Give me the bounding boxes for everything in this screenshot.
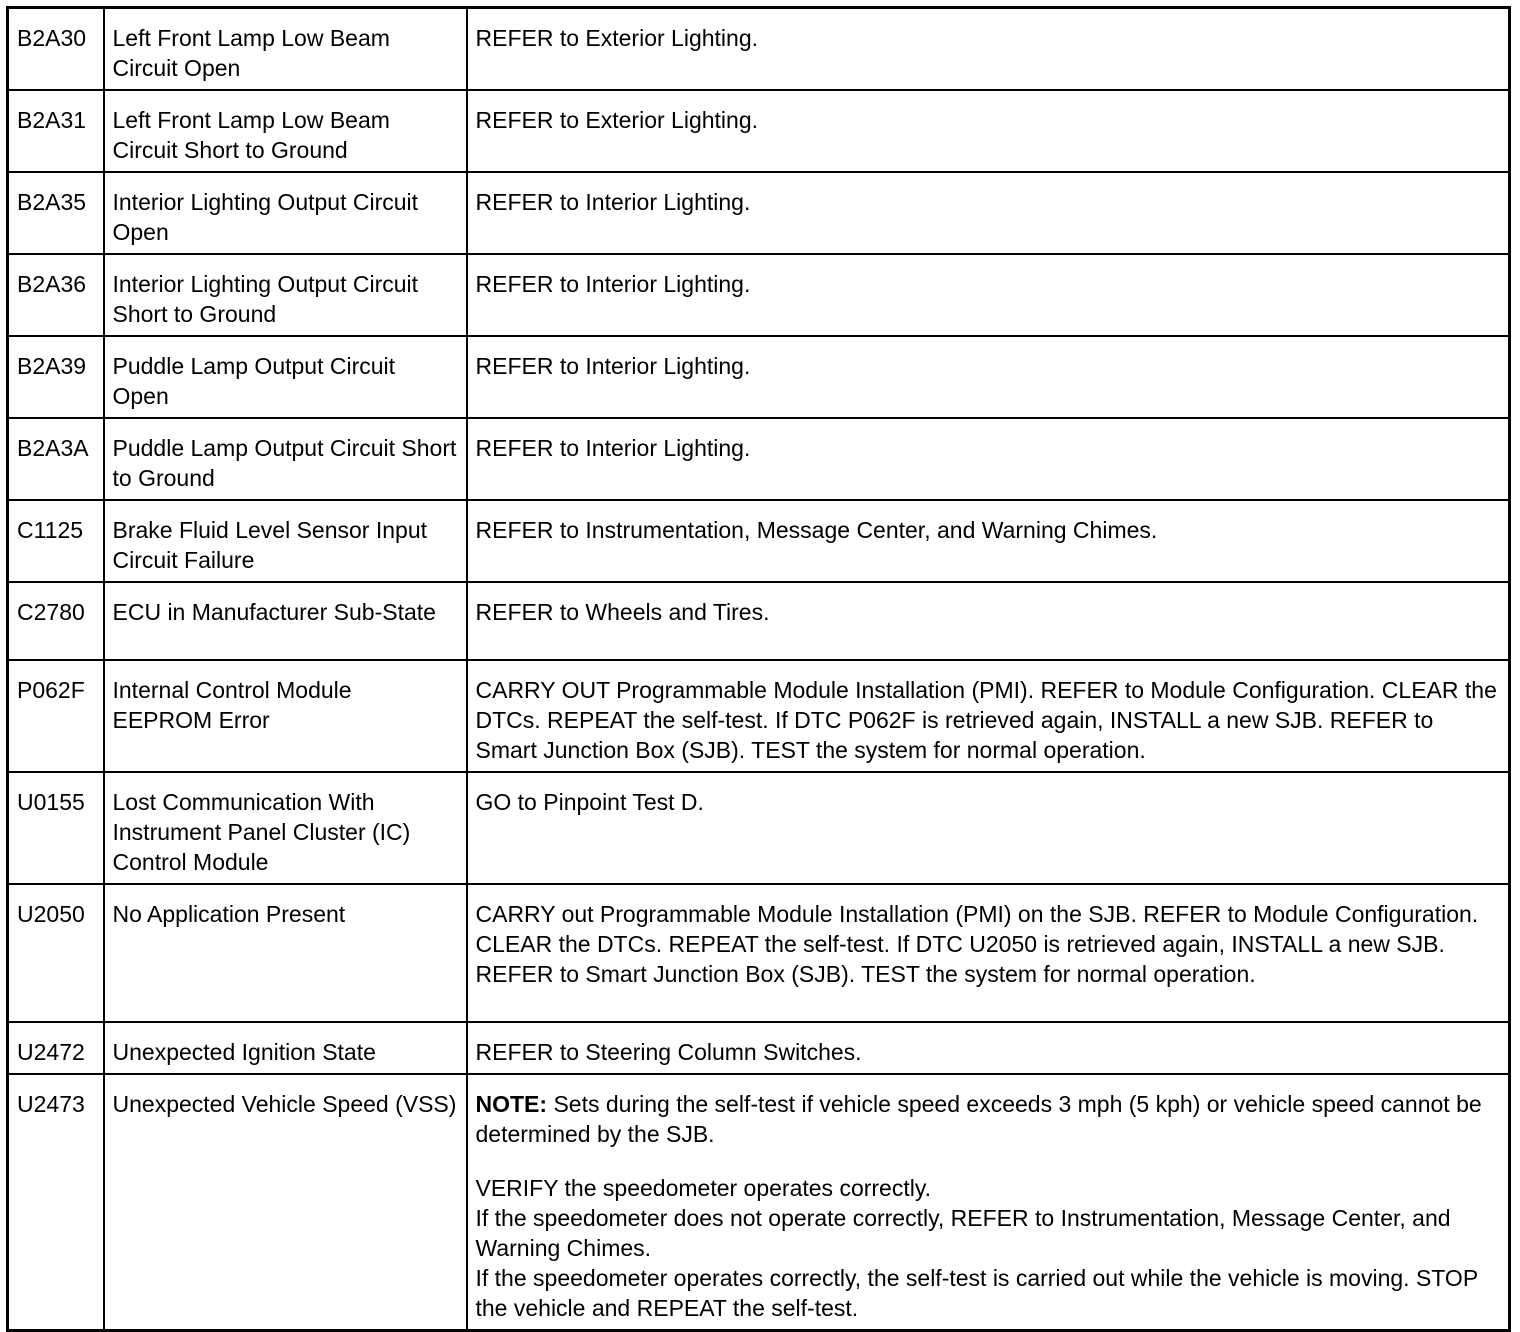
dtc-description: Left Front Lamp Low Beam Circuit Short to Ground [104, 90, 467, 172]
table-row [8, 8, 1510, 91]
dtc-description: Interior Lighting Output Circuit Open [104, 172, 467, 254]
dtc-description: ECU in Manufacturer Sub-State [104, 582, 467, 660]
dtc-action: REFER to Wheels and Tires. [467, 582, 1510, 660]
table-row [8, 254, 1510, 336]
dtc-description: Puddle Lamp Output Circuit Short to Ground [104, 418, 467, 500]
dtc-code: B2A35 [8, 172, 104, 254]
note-text: Sets during the self-test if vehicle speed exceeds 3 mph (5 kph) or vehicle speed cannot be determined by the SJB. [475, 1091, 1482, 1147]
dtc-action: REFER to Instrumentation, Message Center, and Warning Chimes. [467, 500, 1510, 582]
dtc-description: Left Front Lamp Low Beam Circuit Open [104, 8, 467, 91]
dtc-code: C2780 [8, 582, 104, 660]
dtc-action: GO to Pinpoint Test D. [467, 772, 1510, 884]
dtc-code: U2472 [8, 1022, 104, 1074]
dtc-action: REFER to Exterior Lighting. [467, 8, 1510, 91]
paragraph-gap [476, 1149, 1501, 1173]
dtc-code: B2A39 [8, 336, 104, 418]
dtc-description: No Application Present [104, 884, 467, 1022]
dtc-description: Brake Fluid Level Sensor Input Circuit Failure [104, 500, 467, 582]
dtc-action: REFER to Interior Lighting. [467, 418, 1510, 500]
dtc-action: REFER to Steering Column Switches. [467, 1022, 1510, 1074]
note-paragraph [476, 1089, 1501, 1149]
dtc-code: B2A3A [8, 418, 104, 500]
dtc-description: Unexpected Vehicle Speed (VSS) [104, 1074, 467, 1331]
dtc-table [6, 6, 1511, 1332]
dtc-action: REFER to Interior Lighting. [467, 254, 1510, 336]
dtc-description: Internal Control Module EEPROM Error [104, 660, 467, 772]
dtc-code: B2A31 [8, 90, 104, 172]
dtc-code: U2050 [8, 884, 104, 1022]
table-row [8, 1022, 1510, 1074]
table-row [8, 1074, 1510, 1331]
table-row [8, 582, 1510, 660]
table-row [8, 172, 1510, 254]
dtc-description: Lost Communication With Instrument Panel Cluster (IC) Control Module [104, 772, 467, 884]
dtc-code: U0155 [8, 772, 104, 884]
action-line: If the speedometer does not operate correctly, REFER to Instrumentation, Message Center, and Warning Chimes. [475, 1205, 1451, 1261]
dtc-description: Interior Lighting Output Circuit Short to Ground [104, 254, 467, 336]
table-row [8, 336, 1510, 418]
dtc-action: REFER to Exterior Lighting. [467, 90, 1510, 172]
dtc-code: C1125 [8, 500, 104, 582]
action-line: If the speedometer operates correctly, the self-test is carried out while the vehicle is moving. STOP the vehicle and REPEAT the self-test. [475, 1265, 1478, 1321]
table-row [8, 90, 1510, 172]
dtc-action: REFER to Interior Lighting. [467, 172, 1510, 254]
dtc-action: CARRY out Programmable Module Installation (PMI) on the SJB. REFER to Module Configuration. CLEAR the DTCs. REPEAT the self-test. If DTC U2050 is retrieved again, INSTALL a new SJB. REFER to Smart Junction Box (SJB). TEST the system for normal operation. [467, 884, 1510, 1022]
dtc-action: CARRY OUT Programmable Module Installation (PMI). REFER to Module Configuration. CLEAR the DTCs. REPEAT the self-test. If DTC P062F is retrieved again, INSTALL a new SJB. REFER to Smart Junction Box (SJB). TEST the system for normal operation. [467, 660, 1510, 772]
table-row [8, 418, 1510, 500]
dtc-description: Unexpected Ignition State [104, 1022, 467, 1074]
table-row [8, 500, 1510, 582]
table-row [8, 772, 1510, 884]
dtc-code: B2A36 [8, 254, 104, 336]
table-row [8, 660, 1510, 772]
dtc-action [467, 1074, 1510, 1331]
action-line: VERIFY the speedometer operates correctly. [475, 1175, 932, 1201]
dtc-description: Puddle Lamp Output Circuit Open [104, 336, 467, 418]
dtc-action: REFER to Interior Lighting. [467, 336, 1510, 418]
dtc-code: U2473 [8, 1074, 104, 1331]
dtc-code: B2A30 [8, 8, 104, 91]
table-row [8, 884, 1510, 1022]
dtc-code: P062F [8, 660, 104, 772]
note-label: NOTE: [475, 1091, 548, 1117]
